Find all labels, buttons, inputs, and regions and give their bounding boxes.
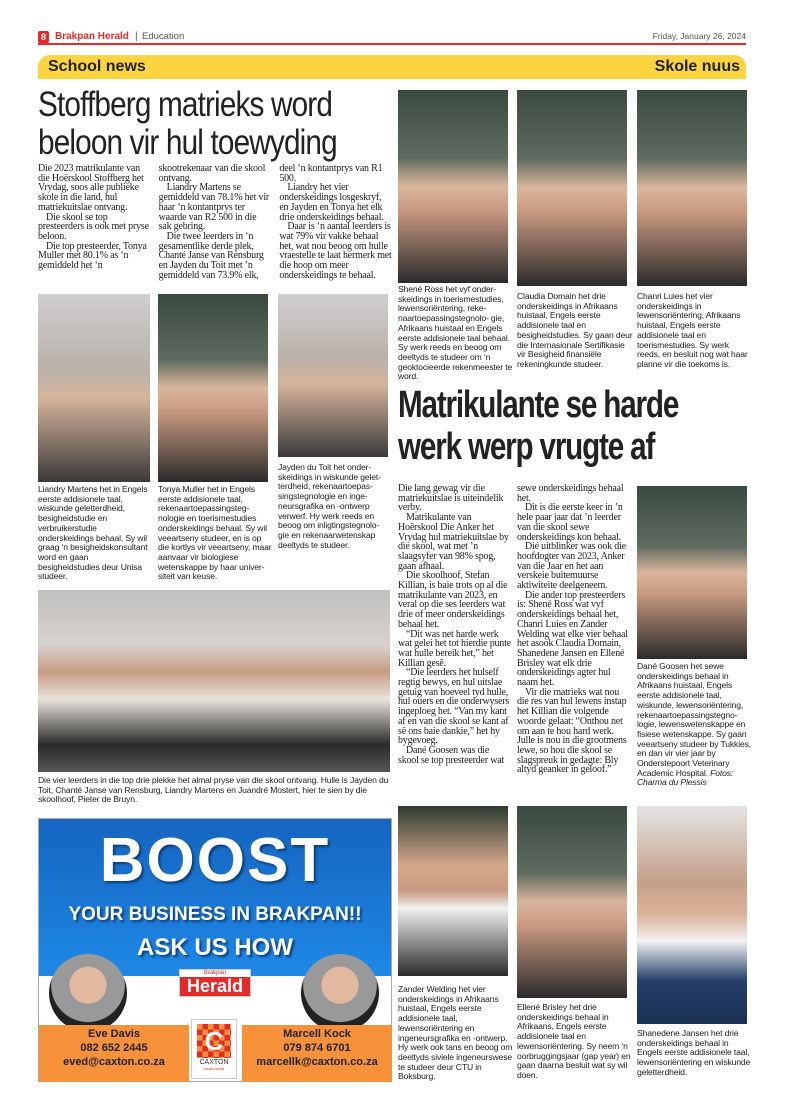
ad-line2: YOUR BUSINESS IN BRAKPAN!!: [68, 904, 362, 925]
headline-2: Matrikulante se harde werk werp vrugte af: [398, 384, 679, 468]
section-banner: [38, 55, 746, 79]
banner-left: School news: [48, 58, 146, 75]
herald-logo: [179, 969, 251, 997]
page-header: [38, 31, 746, 45]
contact-name: Marcell Kock: [283, 1028, 351, 1040]
page-number: 8: [38, 31, 49, 43]
photo-dane: [637, 486, 747, 659]
avatar-marcell: [301, 954, 379, 1032]
caption: Jayden du Toit het onder- skeidings in wiskunde gelet- terdheid, rekenaartoepas- singstegnologie en inge- neursgrafika en -ontwerp verwerf. Hy werk reeds en beoog om inligtingstegnolo- gie en rekenaarwetenskap deeltyds te studeer.: [278, 462, 381, 550]
paragraph: Matrikulante van Hoërskool Die Anker het Vrydag hul matriekuitslae by die skool, wat met ’n slaagsyfer van 98% spog, gaan afhaal.: [398, 512, 509, 572]
caption: Zander Welding het vier onderskeidings in Afrikaans huistaal, Engels eerste addisionele taal, lewensoriëntering en ingeneursgrafika en -ontwerp. Hy werk ook tans en beoog om deeltyds siviele ingeneurswese te studeer deur CTU in Boksburg.: [398, 984, 513, 1082]
paragraph: Liandry Martens se gemiddeld van 78.1% het vir haar ‘n kontantprys ter waarde van R2 500 in die sak gebring.: [158, 182, 270, 233]
group-caption: Die vier leerders in die top drie plekke het almal pryse van die skool ontvang. Hulle is Jayden du Toit, Chanté Janse van Rensburg, Liandry Martens en Juandré Mostert, hier te sien by die skoolhoof, Pieter de Bruyn.: [38, 775, 389, 805]
paragraph: Dané Goosen was die skool se top presteerder wat sewe onderskeidings behaal het.: [398, 483, 624, 766]
paragraph: Die 2023 matrikulante van die Hoërskool Stoffberg het Vrydag, soos alle publieke skole in die land, hul matriekuitslae ontvang.: [38, 163, 144, 213]
brand-name: Brakpan Herald: [55, 31, 129, 42]
caxton-logo: [191, 1019, 237, 1079]
dane-caption: [637, 662, 751, 788]
photo-jayden: [278, 294, 388, 457]
caption: Shené Ross het vyf onder- skeidings in toerismestudies, lewensoriëntering, reke- naartoepassingstegnolo- gie, Afrikaans huistaal en Engels eerste addisionele taal behaal. Sy werk reeds en beoog om deeltyds te studeer om ‘n geoktocieerde rekenmeester te word.: [398, 284, 513, 382]
contact-eve: [39, 1025, 189, 1082]
paragraph: Dit is die eerste keer in ’n hele paar jaar dat ’n leerder van die skool sewe onderskeidings kon behaal.: [517, 502, 623, 543]
headline-1: Stoffberg matrieks word beloon vir hul toewyding: [38, 85, 337, 162]
paragraph: Die twee leerders in ‘n gesamentlike derde plek, Chanté Janse van Rensburg en Jayden du Toit met ’n gemiddeld van 73.9% elk, deel ‘n kontantprys van R1 500.: [158, 163, 383, 281]
caption: Claudia Domain het drie onderskeidings in Afrikaans huistaal, Engels eerste addisionele taal en besigheidstudies. Sy gaan deur die Internasionale Sertifikasie vir Besigheid finansiële rekeningkunde studeer.: [517, 291, 633, 369]
caption: Chanri Luies het vier onderskeidings in lewensoriëntering, Afrikaans huistaal, Engels eerste addisionele taal en toerismestudies. Sy werk reeds, en besluit nog wat haar planne vir die toekoms is.: [637, 291, 748, 369]
photo-claudia: [517, 90, 627, 286]
article1-body: [38, 164, 392, 280]
paragraph: Die skool se top presteerders is ook met pryse beloon.: [38, 211, 149, 242]
caption: Shanedene Jansen het drie onderskeidings behaal in Engels eerste addisionele taal, lewensoriëntering en wiskunde geletterdheid.: [637, 1028, 751, 1077]
banner-right: Skole nuus: [654, 58, 740, 75]
separator: |: [135, 31, 138, 42]
paragraph: Liandry het vier onderskeidings losgeskryf, en Jayden en Tonya het elk drie onderskeidings behaal.: [279, 182, 384, 223]
caption: Ellené Brisley het drie onderskeidings behaal in Afrikaans, Engels eerste addisionele taal en lewensoriëntering. Sy neem ‘n oorbruggingsjaar (gap year) en gaan daarna besluit wat sy wil doen.: [517, 1002, 631, 1080]
contact-email[interactable]: marcellk@caxton.co.za: [256, 1056, 378, 1068]
photo-chanri: [637, 90, 747, 286]
contact-email[interactable]: eved@caxton.co.za: [63, 1056, 165, 1068]
section-name: Education: [142, 31, 185, 42]
photo-shanedene: [637, 806, 747, 1024]
paragraph: Daar is ‘n aantal leerders is wat 79% vir vakke behaal het, wat nou beoog om hulle vraestelle te laat hermerk met die hoop om meer onderskeidings te behaal.: [279, 221, 392, 281]
ad-line3: ASK US HOW: [137, 934, 293, 961]
logo-small-text: Brakpan: [203, 970, 227, 976]
contact-phone: 079 874 6701: [283, 1042, 351, 1054]
photo-tonya: [158, 294, 268, 482]
paragraph: Die lang gewag vir die matriekuitslae is uiteindelik verby.: [398, 483, 504, 514]
paragraph: Die ander top presteerders is: Shené Ross wat vyf onderskeidings behaal het, Chanri Luies en Zander Welding wat elke vier behaal het asook Claudia Domain, Shanedene Jansen en Ellené Brisley wat elk drie onderskeidings agter hul naam het.: [517, 589, 628, 689]
photo-ellene: [517, 806, 627, 998]
caxton-text: CAXTON: [199, 1059, 229, 1066]
photo-liandry: [38, 294, 150, 482]
contact-name: Eve Davis: [88, 1028, 140, 1040]
avatar-eve: [49, 954, 127, 1032]
caxton-sub: local media: [203, 1066, 225, 1071]
group-photo: [38, 590, 390, 772]
paragraph: “Dit was net harde werk wat gelei het tot hierdie punte wat hulle bereik het,” het Killian gesê.: [398, 628, 511, 669]
contact-phone: 082 652 2445: [80, 1042, 148, 1054]
logo-big-text: Herald: [180, 977, 250, 996]
ad-title: BOOST: [99, 826, 331, 895]
caption-text: Dané Goosen het sewe onderskeidings behaal in Afrikaans huistaal, Engels eerste addisionele taal, wiskunde, lewensoriëntering, rekenaartoepassingstegno- logie, lewenswetenskappe en fisiese wetenskappe. Sy gaan veeartseny studeer by Tukkies, en dan vir vier jaar by Onderstepoort Veterinary Academic Hospital.: [637, 661, 751, 778]
photo-shene: [398, 90, 508, 283]
contact-marcell: [242, 1025, 392, 1082]
issue-date: Friday, January 26, 2024: [652, 31, 746, 41]
paragraph: Dié uitblinker was ook die hoofdogter van 2023, Anker van die Jaar en het aan verskeie buitemuurse aktiwiteite deelgeneem.: [517, 541, 626, 592]
photo-zander: [398, 806, 508, 976]
caption: Liandry Martens het in Engels eerste addisionele taal, wiskunde geletterdheid, besigheidstudie en verbruikerstudie onderskeidings behaal. Sy wil graag ‘n besigheidskonsultant word en gaan besigheidstudies deur Unisa studeer.: [38, 484, 148, 582]
photo-credit: Fotos: Charma du Plessis: [637, 767, 734, 788]
caption: Tonya Muller het in Engels eerste addisionele taal, rekenaartoepassingsteg- nologie en toerismestudies onderskeidings behaal. Sy wil veeartseny studeer, en is op die kortlys vir veeartseny, maar aanvaar vir biologiese wetenskappe by haar univer- siteit van keuse.: [158, 484, 272, 582]
advertisement[interactable]: [38, 818, 392, 1082]
paragraph: Die top presteerder, Tonya Muller met 80.1% as ‘n gemiddeld het ‘n skootrekenaar van die skool ontvang.: [38, 163, 266, 272]
paragraph: Die skoolhoof, Stefan Killian, is baie trots op al die matrikulante van 2023, en veral op die ses leerders wat drie of meer onderskeidings behaal het.: [398, 570, 508, 630]
paragraph: “Die leerders het hulself regtig bewys, en hul uitslae getuig van hoeveel tyd hulle, hul ouers en die onderwysers ingeploeg het. “Van my kant af en van die skool se kant af sê ons baie dankie,” het hy bygevoeg.: [398, 667, 510, 747]
caxton-mark-icon: C: [197, 1024, 231, 1058]
paragraph: Vir die matrieks wat nou die res van hul lewens instap het Killian die volgende woorde gelaat: “Onthou net om aan te hou hard werk. Julle is nou in die grootmens lewe, so hou die skool se slagspreuk in gedagte: Bly altyd geanker in geloof.”: [517, 686, 627, 776]
article2-body: [398, 484, 631, 775]
